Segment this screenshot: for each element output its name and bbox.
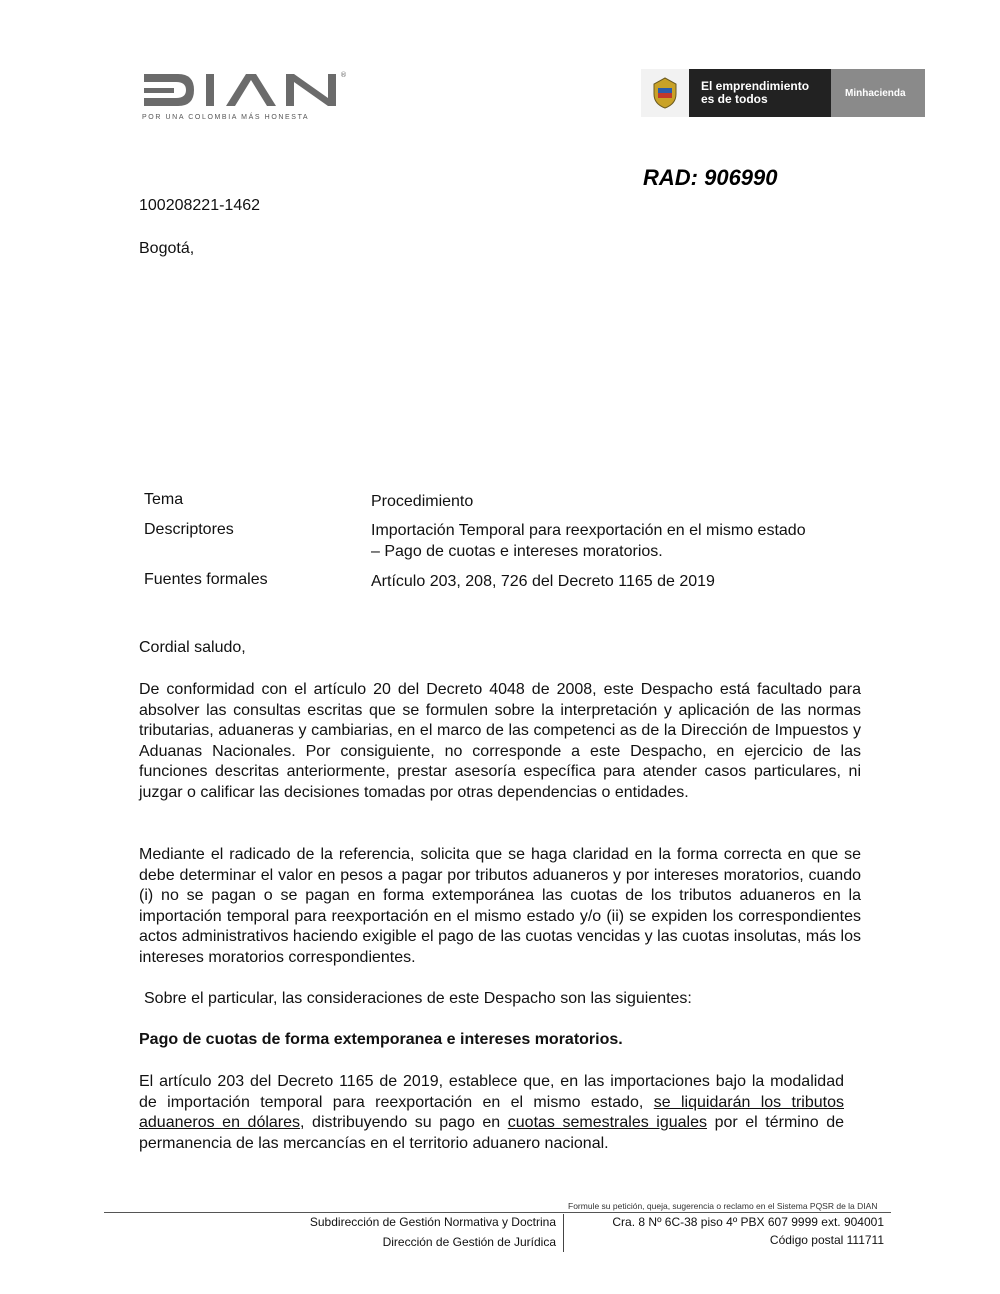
footer-pqsr-note: Formule su petición, queja, sugerencia o reclamo en el Sistema PQSR de la DIAN (568, 1201, 878, 1211)
paragraph-1: De conformidad con el artículo 20 del Decreto 4048 de 2008, este Despacho está facultado para absolver las consultas escritas que se formulen sobre la interpretación y aplicación de las normas tributarias, aduaneras y cambiarias, en el marco de las competenci as de la Dirección de Impuestos y Aduanas Nacionales. Por consiguiente, no corresponde a este Despacho, en ejercicio de las funciones descritas anteriormente, prestar asesoría específica para atender casos particulares, ni juzgar o calificar las decisiones tomadas por otras dependencias o entidades. (139, 681, 861, 801)
government-banner (641, 69, 925, 117)
footer-subdireccion: Subdirección de Gestión Normativa y Doctrina (309, 1215, 556, 1229)
greeting: Cordial saludo, (139, 639, 246, 656)
svg-text:®: ® (340, 71, 347, 79)
ministry-name: Minhacienda (831, 69, 925, 117)
footer-direccion: Dirección de Gestión de Jurídica (382, 1235, 556, 1249)
dian-logo-mark (140, 68, 355, 112)
meta-value-descriptores: Importación Temporal para reexportación en el mismo estado – Pago de cuotas e intereses moratorios. (371, 522, 806, 560)
footer-address: Cra. 8 Nº 6C-38 piso 4º PBX 607 9999 ext. 904001 (612, 1215, 884, 1229)
meta-label-fuentes: Fuentes formales (144, 571, 268, 588)
radicado-number: RAD: 906990 (643, 165, 778, 190)
footer-divider (563, 1214, 564, 1252)
footer-postal-code: Código postal 111711 (769, 1233, 884, 1247)
meta-value-fuentes: Artículo 203, 208, 726 del Decreto 1165 de 2019 (371, 573, 715, 590)
paragraph-2: Mediante el radicado de la referencia, solicita que se haga claridad en la forma correcta en que se debe determinar el valor en pesos a pagar por tributos aduaneros y por intereses moratorios, cuando (i) no se pagan o se pagan en forma extemporánea las cuotas de los tributos aduaneros en la importación temporal para reexportación en el mismo estado y/o (ii) se expiden los correspondientes actos administrativos haciendo exigible el pago de las cuotas vencidas y las cuotas insolutas, más los intereses moratorios correspondientes. (139, 846, 861, 966)
coat-of-arms-icon (641, 69, 689, 117)
paragraph-4-underline-1: se liquidarán los tributos aduaneros en dólares (139, 1093, 844, 1132)
meta-value-tema: Procedimiento (371, 493, 474, 510)
gov-slogan-line2: es de todos (701, 92, 768, 106)
gov-slogan-line1: El emprendimiento (701, 79, 810, 93)
reference-number: 100208221-1462 (139, 197, 261, 214)
section-heading: Pago de cuotas de forma extemporanea e intereses moratorios. (139, 1031, 623, 1048)
meta-label-descriptores: Descriptores (144, 521, 234, 538)
paragraph-4-text-b: , distribuyendo su pago en (300, 1114, 508, 1132)
paragraph-4-text-c: por el término de permanencia de las mercancías en el territorio aduanero nacional. (139, 1114, 845, 1152)
paragraph-3: Sobre el particular, las consideraciones de este Despacho son las siguientes: (144, 990, 692, 1007)
paragraph-4-text-a: El artículo 203 del Decreto 1165 de 2019, establece que, en las importaciones bajo la modalidad de importación temporal para reexportación en el mismo estado, (139, 1073, 844, 1111)
footer-rule (104, 1212, 891, 1213)
city-line: Bogotá, (139, 240, 195, 257)
paragraph-4-underline-2: cuotas semestrales iguales (507, 1114, 708, 1132)
meta-label-tema: Tema (144, 491, 184, 508)
gov-slogan (689, 69, 831, 117)
dian-tagline: POR UNA COLOMBIA MÁS HONESTA (142, 114, 310, 121)
paragraph-4 (139, 1072, 844, 1154)
